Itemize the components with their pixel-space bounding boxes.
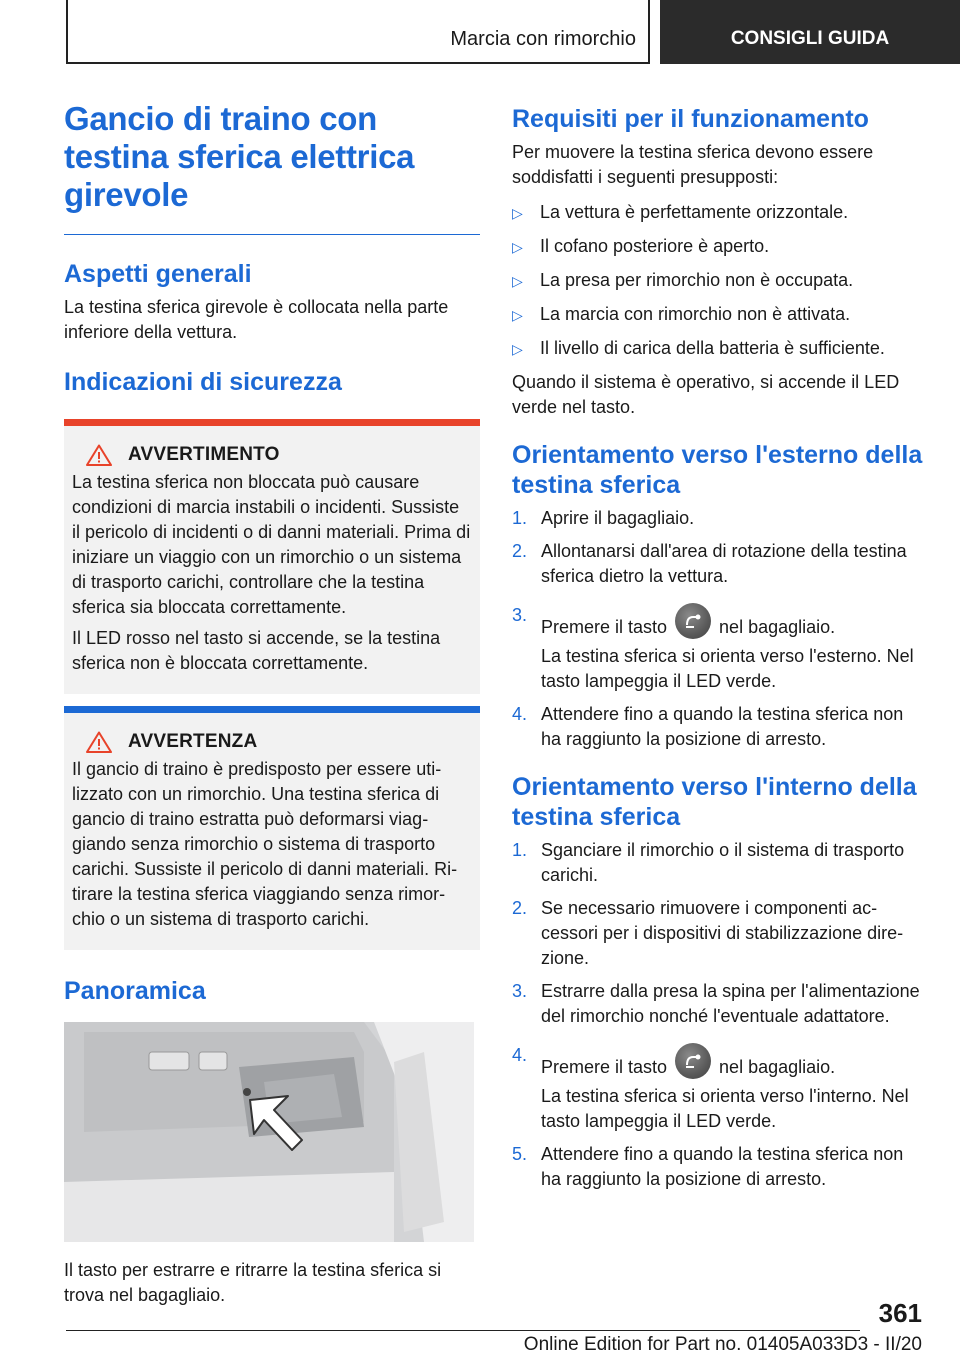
triangle-bullet-icon: ▷ (512, 273, 523, 289)
footer-rule (66, 1330, 860, 1331)
list-item: ▷ La vettura è perfettamente orizzontale. (512, 200, 928, 226)
trunk-photo (64, 1022, 474, 1242)
triangle-bullet-icon: ▷ (512, 307, 523, 323)
photo-caption: Il tasto per estrarre e ritrarre la testina sferica si trova nel bagagliaio. (64, 1260, 442, 1305)
trunk-illustration (64, 1022, 474, 1242)
inward-steps (512, 838, 928, 1192)
outward-steps (512, 506, 928, 752)
page-number: 361 (878, 1298, 922, 1328)
header-left-rule (66, 0, 68, 64)
warning-title: AVVERTIMENTO (128, 444, 280, 465)
warning-triangle-icon (86, 731, 112, 753)
list-item: 2. Allontanarsi dall'area di rotazione della testina sferica dietro la vettura. (512, 541, 907, 586)
triangle-bullet-icon: ▷ (512, 205, 523, 221)
footer-edition: Online Edition for Part no. 01405A033D3 - II/20 (523, 1334, 922, 1355)
header-right-rule (648, 0, 650, 64)
list-item: 1. Sganciare il rimorchio o il sistema di trasporto carichi. (512, 840, 905, 885)
header-bottom-rule (66, 62, 650, 64)
requirements-list (512, 200, 928, 362)
triangle-bullet-icon: ▷ (512, 239, 523, 255)
list-item: ▷ La marcia con rimorchio non è attivata. (512, 302, 928, 328)
list-item: 2. Se necessario rimuovere i componenti accessori per i dispositivi di stabilizzazione direzione. (512, 898, 904, 968)
list-item: 4. Attendere fino a quando la testina sferica non ha raggiunto la posizione di arresto. (512, 704, 904, 749)
towbar-button-icon (675, 1043, 711, 1079)
list-item: 4. Premere il tasto nel bagagliaio. La testina sferica si orienta verso l'interno. Nel tasto lampeggia il LED verde. (512, 1045, 909, 1131)
list-item: ▷ Il livello di carica della batteria è sufficiente. (512, 336, 928, 362)
general-text: La testina sferica girevole è collocata nella parte inferiore della vettura. (64, 297, 449, 342)
header-chapter-tab (660, 0, 960, 64)
list-item: 3. Premere il tasto nel bagagliaio. La testina sferica si orienta verso l'esterno. Nel tasto lampeggia il LED verde. (512, 605, 914, 691)
header-chapter-label: CONSIGLI GUIDA (730, 28, 890, 49)
list-item: 1. Aprire il bagagliaio. (512, 508, 695, 528)
warning-triangle-icon (86, 444, 112, 466)
notice-title: AVVERTENZA (128, 731, 258, 752)
inward-heading: Orientamento verso l'interno della testina sferica (512, 773, 917, 831)
towbar-button-icon (675, 603, 711, 639)
list-item: ▷ La presa per rimorchio non è occupata. (512, 268, 928, 294)
warning-box (64, 419, 480, 694)
right-column (512, 104, 928, 1200)
warning-text-1: La testina sferica non bloccata può causare condizioni di marcia instabili o incidenti. Sussiste il pericolo di incidenti o di danni materiali. Prima di iniziare un viaggio con un rimorchio o un sistema di trasporto carichi, controllare che la testina sferica sia bloccata correttamente. (72, 472, 471, 617)
outward-heading: Orientamento verso l'esterno della testina sferica (512, 441, 923, 499)
left-column (64, 100, 480, 1308)
page-title: Gancio di traino con testina sferica elettrica girevole (64, 100, 415, 213)
notice-box (64, 706, 480, 950)
header-section-title: Marcia con rimorchio (450, 28, 636, 50)
list-item: ▷ Il cofano posteriore è aperto. (512, 234, 928, 260)
list-item: 3. Estrarre dalla presa la spina per l'alimentazione del rimorchio nonché l'eventuale adattatore. (512, 981, 920, 1026)
notice-text: Il gancio di traino è predisposto per essere utilizzato con un rimorchio. Una testina sferica di gancio di traino estratta può deformarsi viaggiando senza rimorchio o sistema di trasporto carichi. Sussiste il pericolo di danni materiali. Ritirare la testina sferica viaggiando senza rimorchio o un sistema di trasporto carichi. (72, 759, 458, 929)
title-rule (64, 234, 480, 235)
list-item: 5. Attendere fino a quando la testina sferica non ha raggiunto la posizione di arresto. (512, 1144, 904, 1189)
overview-heading: Panoramica (64, 977, 206, 1005)
warning-text-2: Il LED rosso nel tasto si accende, se la testina sferica non è bloccata correttamente. (72, 628, 441, 673)
general-heading: Aspetti generali (64, 260, 252, 288)
safety-heading: Indicazioni di sicurezza (64, 368, 342, 396)
requirements-intro: Per muovere la testina sferica devono essere soddisfatti i seguenti presupposti: (512, 142, 874, 187)
requirements-outro: Quando il sistema è operativo, si accende il LED verde nel tasto. (512, 372, 900, 417)
triangle-bullet-icon: ▷ (512, 341, 523, 357)
requirements-heading: Requisiti per il funzionamento (512, 105, 869, 133)
